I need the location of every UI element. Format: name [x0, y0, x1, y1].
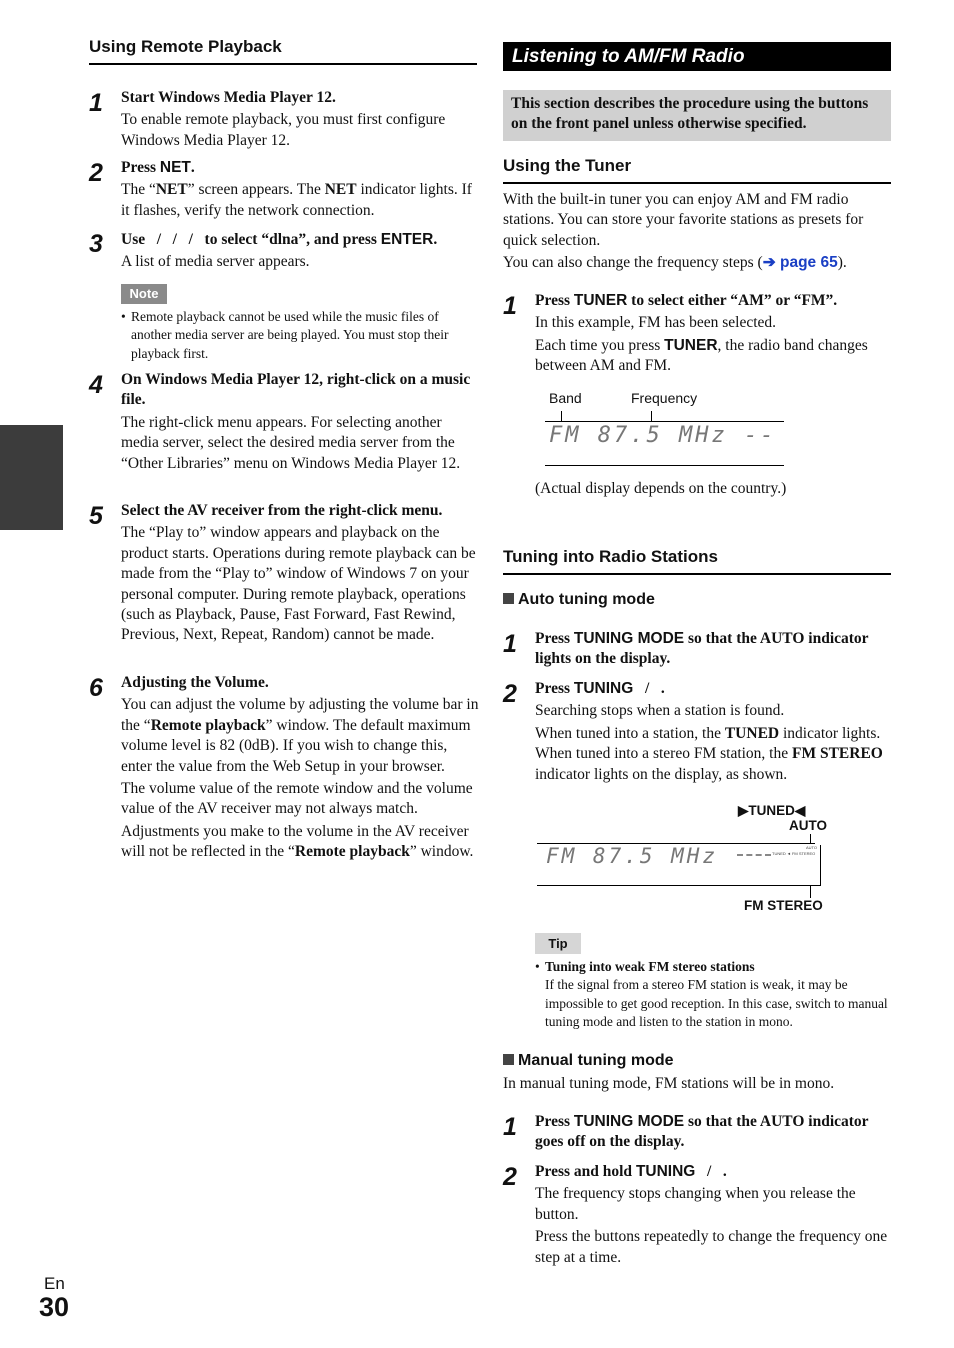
step-2	[121, 158, 479, 221]
text: ” window. The default maximum volume level is 82 (0dB). If you wish to change this, enter the value from the Web Setup in your browser.	[121, 716, 471, 775]
text: so that the AUTO indicator goes off on the display.	[535, 1113, 869, 1151]
tuner-intro	[503, 190, 893, 274]
step-number: 2	[503, 1163, 517, 1191]
page-link[interactable]: ➔ page 65	[762, 254, 838, 272]
subheading-text: Auto tuning mode	[518, 591, 655, 608]
step-body	[121, 695, 479, 777]
step-body: The frequency stops changing when you release the button.	[535, 1185, 856, 1223]
text-bold: Remote playback	[294, 843, 410, 861]
heading-tuning-stations	[503, 547, 891, 575]
tuner-step-1	[535, 291, 893, 377]
text-bold: FM STEREO	[792, 745, 883, 763]
lcd-dashes	[737, 854, 771, 858]
step-number: 1	[503, 1113, 517, 1141]
text: Adjustments you make to the volume in the AV receiver will not be reflected in the “	[121, 822, 469, 861]
heading-text: Tuning into Radio Stations	[503, 547, 718, 566]
note-badge: Note	[121, 284, 167, 304]
text-bold: TUNED	[724, 724, 780, 742]
tuning-key: TUNING	[635, 1163, 696, 1180]
step-body: A list of media server appears.	[121, 253, 310, 271]
step-5	[121, 501, 479, 646]
text: ” screen appears. The	[187, 181, 325, 199]
step-title-post: .	[190, 159, 195, 176]
tuned-indicator-label	[738, 803, 805, 819]
text: ).	[837, 254, 847, 272]
text: indicator lights. If it flashes, verify the network connection.	[121, 181, 472, 219]
step-body	[535, 336, 893, 377]
text: The “	[121, 181, 156, 199]
note-text: Remote playback cannot be used while the music files of another media server are being played. You must stop their playback first.	[131, 309, 449, 361]
paragraph	[503, 253, 893, 273]
net-key: NET	[159, 159, 191, 176]
enter-key: ENTER	[380, 231, 434, 248]
triangle-left-icon: ◀	[794, 803, 806, 818]
step-body: The “Play to” window appears and playback on the product starts. Operations during remote playback can be made from the “Play to” window of Windows 7 on your personal computer. During remote playback, operations (such as Playback, Pause, Fast Forward, Fast Rewind, Previous, Next, Repeat, Random) cannot be made.	[121, 524, 476, 644]
tip-badge: Tip	[535, 933, 581, 954]
text: / .	[633, 680, 665, 697]
text: You can also change the frequency steps (	[503, 254, 763, 272]
step-title: Select the AV receiver from the right-click menu.	[121, 502, 443, 519]
text: Press	[535, 680, 574, 697]
tuner-key: TUNER	[664, 336, 718, 354]
step-4	[121, 370, 479, 474]
step-body: In this example, FM has been selected.	[535, 314, 777, 332]
triangle-right-icon: ▶	[738, 803, 749, 818]
label-frequency: Frequency	[631, 390, 698, 406]
step-title: Adjusting the Volume.	[121, 674, 269, 691]
text: , the radio band changes between AM and FM.	[535, 336, 868, 375]
text: ” window.	[409, 843, 474, 861]
text: indicator lights. When tuned into a stereo FM station, the	[535, 724, 881, 763]
text-bold: Remote playback	[150, 716, 266, 734]
bullet: •	[535, 959, 540, 974]
step-number: 2	[503, 680, 517, 708]
manual-tuning-heading	[503, 1052, 674, 1070]
step-body	[535, 724, 893, 785]
step-number: 6	[89, 674, 103, 702]
step-number: 4	[89, 371, 103, 399]
tiny-indicators: TUNED ◄ FM STEREO	[772, 851, 816, 856]
fm-stereo-label: FM STEREO	[744, 898, 823, 913]
label-band: Band	[549, 390, 582, 406]
step-body	[121, 180, 479, 221]
text: / .	[695, 1163, 727, 1180]
step-number: 5	[89, 502, 103, 530]
paragraph: With the built-in tuner you can enjoy AM and FM radio stations. You can store your favorite stations as presets for quick selection.	[503, 191, 864, 249]
step-title-pre: Use / / /	[121, 231, 205, 248]
stereo-bracket	[812, 845, 821, 886]
manual-step-2	[535, 1162, 893, 1268]
language-label: En	[44, 1274, 65, 1293]
step-title-pre: Press	[121, 159, 160, 176]
text-bold: NET	[155, 181, 188, 199]
page-number: 30	[39, 1292, 70, 1322]
step-number: 1	[503, 292, 517, 320]
text: Press	[535, 1113, 574, 1130]
tiny-auto: AUTO	[806, 845, 818, 850]
auto-step-2	[535, 679, 893, 785]
auto-tuning-heading	[503, 591, 655, 609]
display-bottom-line	[537, 885, 820, 886]
heading-using-tuner	[503, 156, 891, 184]
intro-box	[503, 90, 891, 141]
step-body: The volume value of the remote window and the volume value of the AV receiver may not always match.	[121, 780, 473, 818]
auto-step-1	[535, 629, 893, 670]
tuning-mode-key: TUNING MODE	[573, 1113, 685, 1130]
step-body: The right-click menu appears. For selecting another media server, select the desired media server from the “Other Libraries” menu on Windows Media Player 12.	[121, 413, 461, 472]
step-number: 3	[89, 230, 103, 258]
step-body: Searching stops when a station is found.	[535, 702, 785, 720]
manual-step-1	[535, 1112, 893, 1153]
tip-title: Tuning into weak FM stereo stations	[545, 959, 755, 974]
lcd-display: FM 87.5 MHz	[546, 844, 719, 868]
section-title-remote-playback	[89, 37, 477, 65]
text-bold: NET	[324, 181, 357, 199]
subheading-text: Manual tuning mode	[518, 1052, 674, 1069]
step-body: To enable remote playback, you must first configure Windows Media Player 12.	[121, 111, 446, 149]
tuned-label: TUNED	[748, 803, 795, 818]
banner-title	[503, 42, 891, 71]
step-title: On Windows Media Player 12, right-click on a music file.	[121, 371, 471, 409]
manual-intro: In manual tuning mode, FM stations will be in mono.	[503, 1075, 835, 1092]
text: Each time you press	[535, 336, 665, 354]
step-number: 2	[89, 159, 103, 187]
step-1	[121, 88, 479, 151]
tuner-key: TUNER	[573, 292, 628, 309]
display-top-line	[545, 421, 784, 422]
text: Press	[535, 630, 574, 647]
section-title-text: Using Remote Playback	[89, 37, 282, 56]
note-item	[121, 308, 477, 363]
tip-item	[535, 958, 891, 1032]
heading-text: Using the Tuner	[503, 156, 632, 175]
step-title-mid: to select “dlna”, and press	[204, 231, 381, 248]
text: so that the AUTO indicator lights on the display.	[535, 630, 869, 668]
step-body	[121, 822, 479, 863]
auto-label: AUTO	[789, 818, 828, 833]
intro-text: This section describes the procedure using the buttons on the front panel unless otherwise specified.	[511, 95, 869, 133]
text: Press	[535, 292, 574, 309]
text: indicator lights on the display, as shown.	[535, 765, 788, 783]
display-caption: (Actual display depends on the country.)	[535, 480, 787, 497]
step-body: Press the buttons repeatedly to change the frequency one step at a time.	[535, 1228, 888, 1266]
step-number: 1	[503, 630, 517, 658]
text: You can adjust the volume by adjusting the volume bar in the “	[121, 696, 479, 734]
step-3	[121, 230, 479, 273]
step-6	[121, 673, 479, 863]
step-title: Start Windows Media Player 12.	[121, 89, 336, 106]
tip-body: If the signal from a stereo FM station is weak, it may be impossible to get good reception. In this case, switch to manual tuning mode and listen to the station in mono.	[545, 977, 888, 1030]
step-number: 1	[89, 89, 103, 117]
text: to select either “AM” or “FM”.	[627, 292, 838, 309]
tuning-mode-key: TUNING MODE	[573, 630, 685, 647]
fm-stereo-pointer	[810, 886, 811, 898]
text: Press and hold	[535, 1163, 636, 1180]
step-title-post: .	[433, 231, 438, 248]
square-bullet-icon	[503, 593, 514, 604]
text: When tuned into a station, the	[535, 724, 725, 742]
side-tab	[0, 425, 63, 530]
bullet: •	[121, 309, 126, 324]
banner-title-text: Listening to AM/FM Radio	[512, 46, 745, 67]
tuning-key: TUNING	[573, 680, 634, 697]
lcd-display: FM 87.5 MHz --	[549, 423, 777, 448]
display-bottom-line	[545, 465, 784, 466]
square-bullet-icon	[503, 1054, 514, 1065]
